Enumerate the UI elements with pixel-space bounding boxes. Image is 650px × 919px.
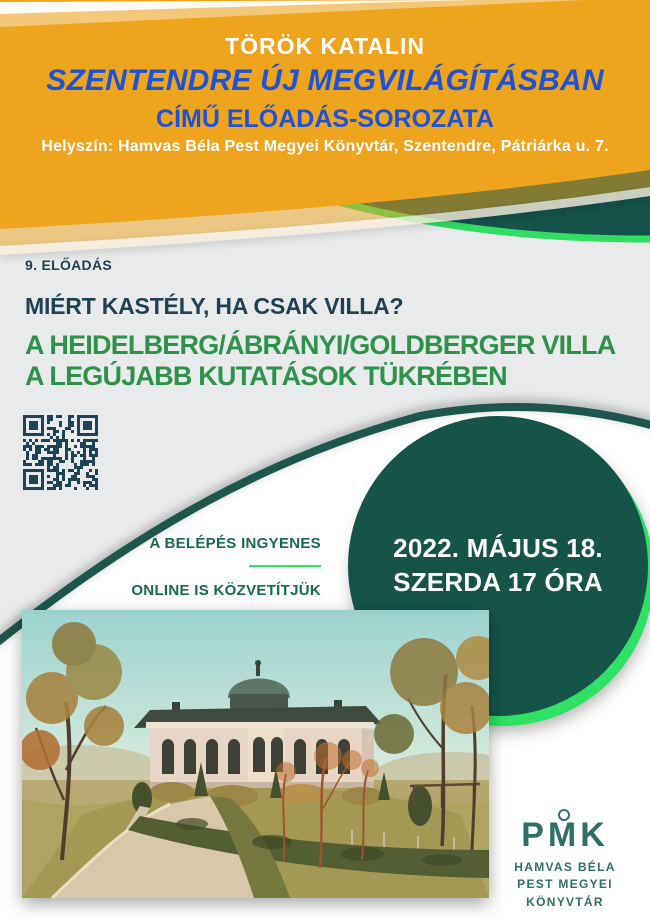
villa-photo-illustration [22, 610, 489, 898]
event-day-time: SZERDA 17 ÓRA [393, 567, 603, 597]
logo-line2: PEST MEGYEI [517, 877, 613, 892]
info-divider [249, 565, 321, 567]
free-entry-text: A BELÉPÉS INGYENES [149, 535, 321, 552]
event-location: Helyszín: Hamvas Béla Pest Megyei Könyvtár, Szentendre, Pátriárka u. 7. [41, 138, 609, 155]
logo-letter-k: K [580, 816, 609, 854]
date-badge-text [393, 532, 603, 600]
logo-letter-p: P [521, 816, 548, 854]
villa-postcard-photo [22, 610, 489, 898]
lecture-title-line1: A HEIDELBERG/ÁBRÁNYI/GOLDBERGER VILLA [25, 330, 616, 360]
library-logo [500, 818, 630, 911]
logo-letter-m: M [547, 816, 581, 854]
logo-person-head-icon [558, 809, 570, 821]
series-title: SZENTENDRE ÚJ MEGVILÁGÍTÁSBAN [46, 64, 604, 97]
lecture-number: 9. ELŐADÁS [25, 257, 113, 273]
info-block [0, 535, 321, 599]
series-subtitle: CÍMŰ ELŐADÁS-SOROZATA [156, 105, 494, 133]
logo-line3: KÖNYVTÁR [526, 894, 604, 909]
speaker-name: TÖRÖK KATALIN [225, 33, 425, 59]
event-date: 2022. MÁJUS 18. [393, 533, 603, 564]
library-logo-mark [500, 818, 630, 852]
lecture-question-title: MIÉRT KASTÉLY, HA CSAK VILLA? [25, 293, 404, 319]
logo-line1: HAMVAS BÉLA [514, 860, 616, 874]
online-stream-text: ONLINE IS KÖZVETÍTJÜK [131, 582, 321, 599]
lecture-title-line2: A LEGÚJABB KUTATÁSOK TÜKRÉBEN [25, 361, 507, 391]
